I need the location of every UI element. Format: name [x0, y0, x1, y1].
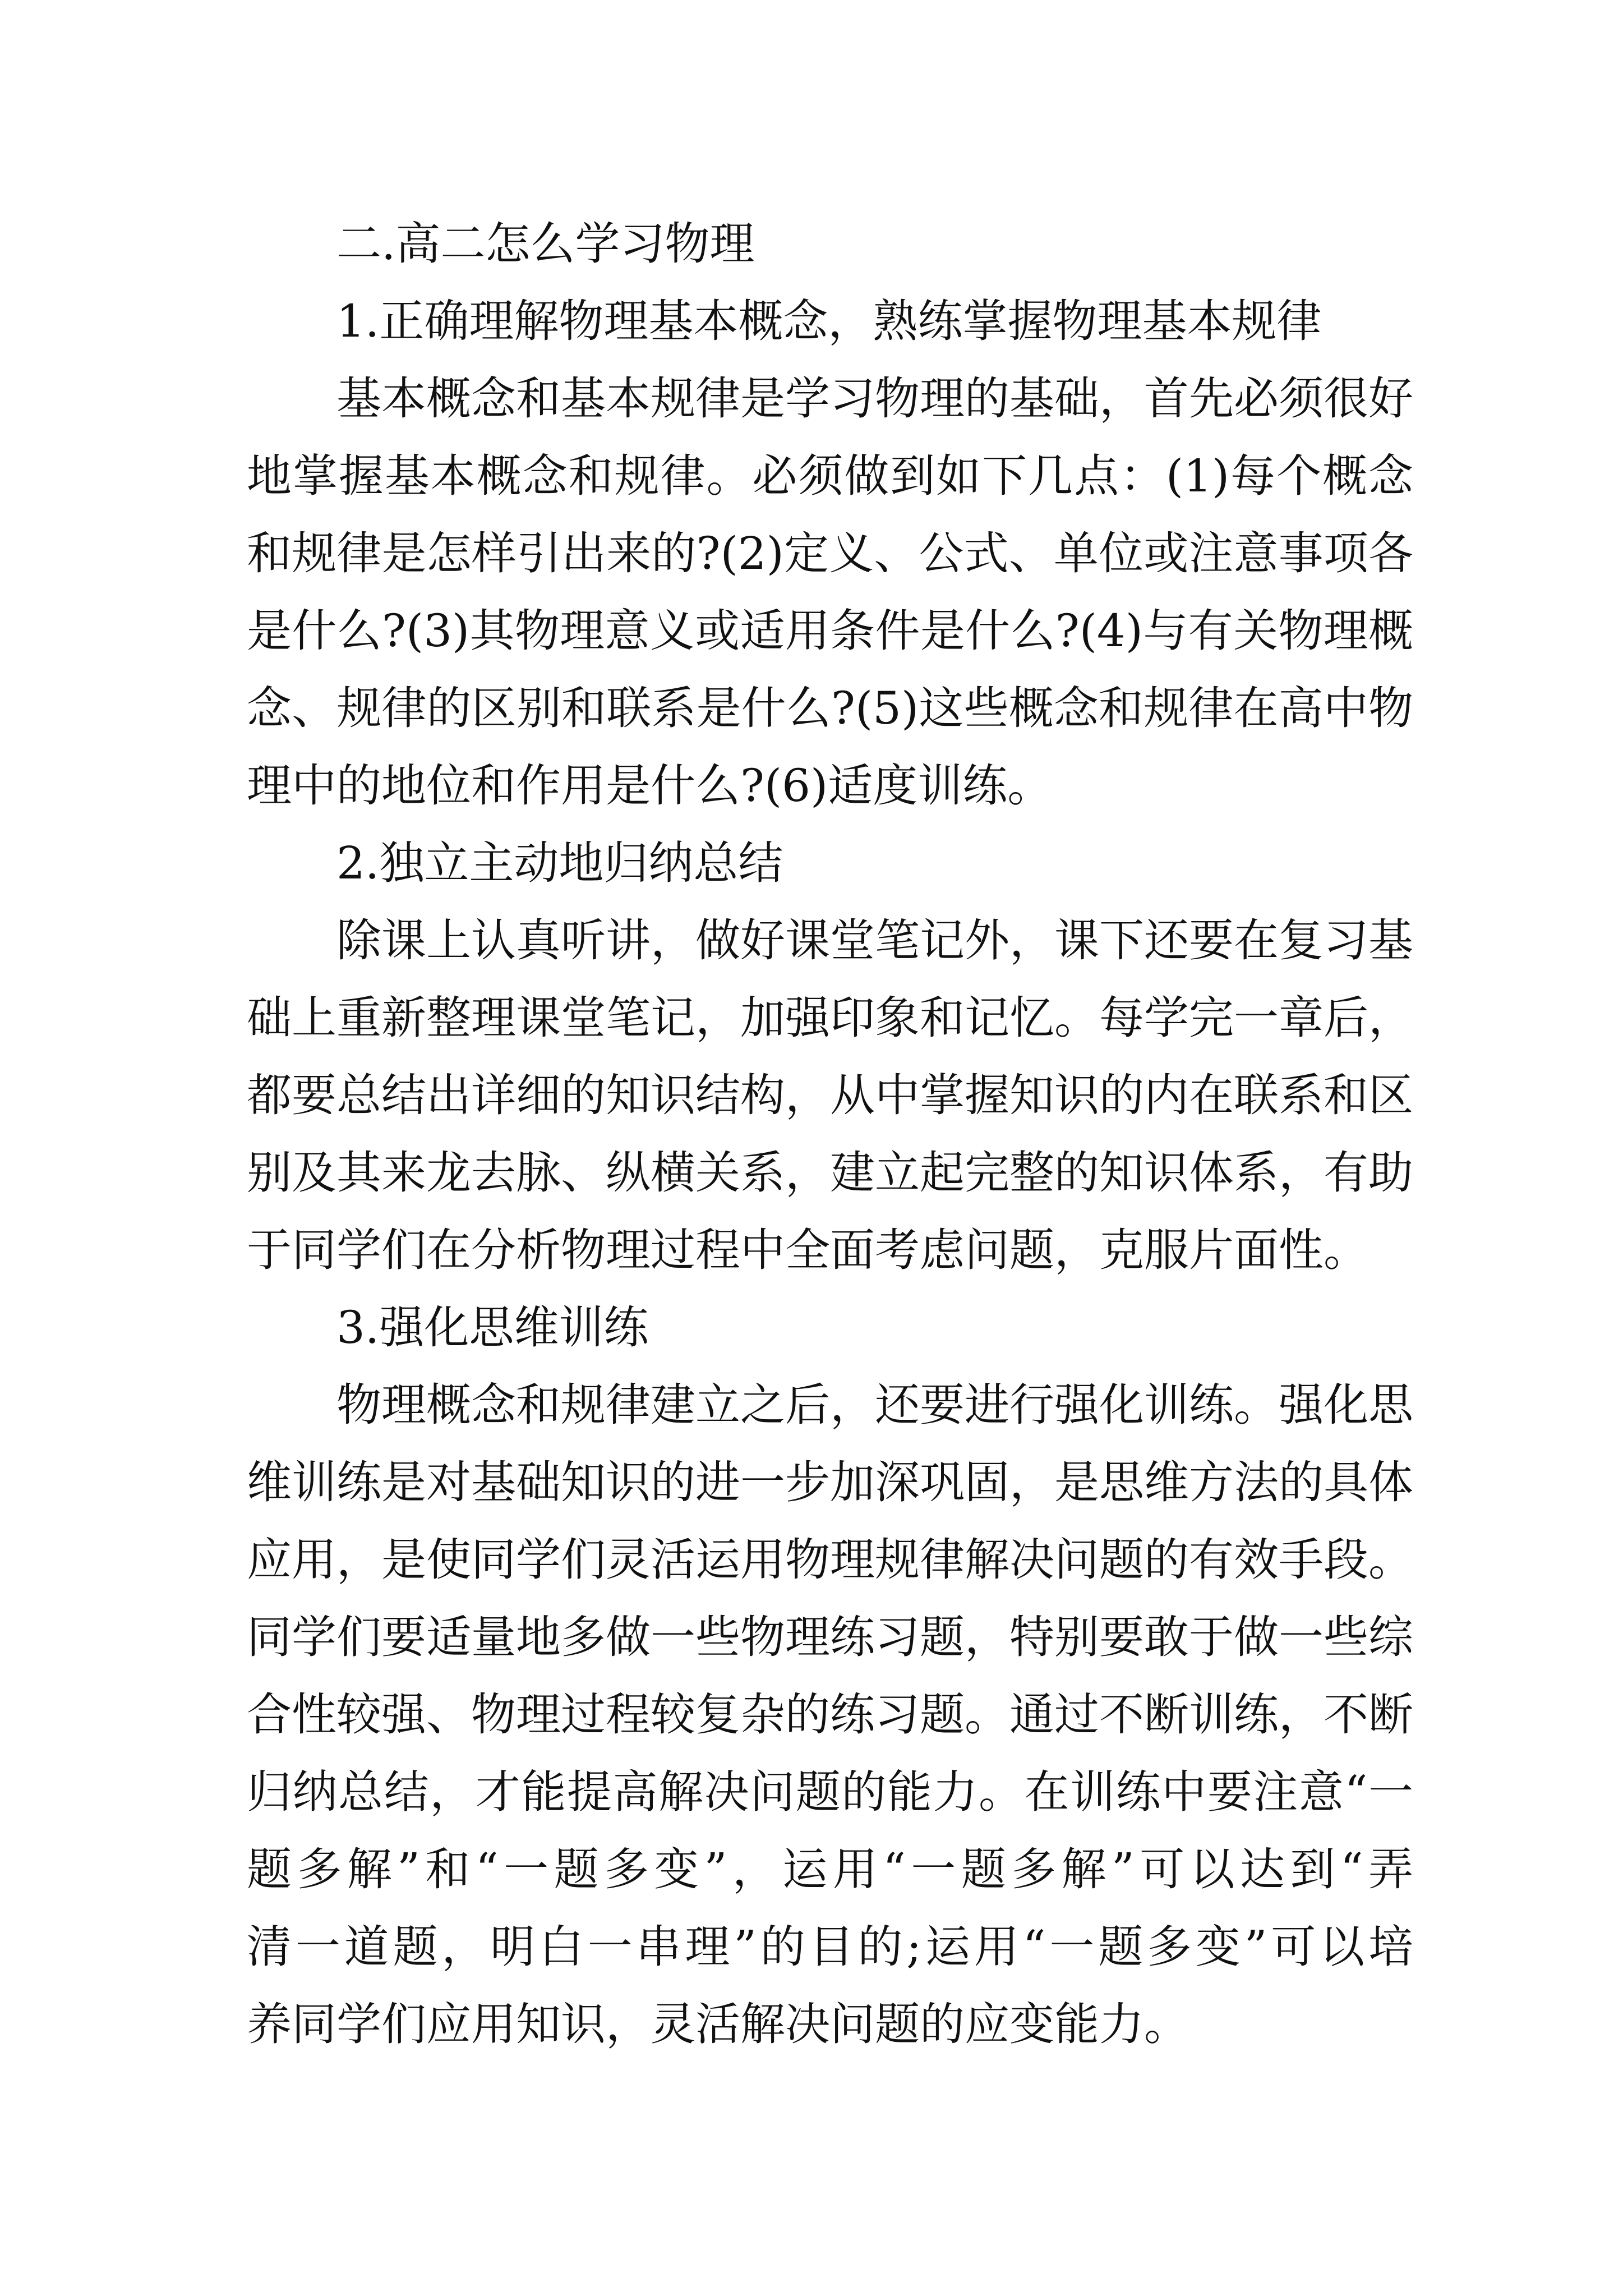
paragraph-1-line-5: 念、规律的区别和联系是什么?(5)这些概念和规律在高中物: [247, 682, 1413, 734]
paragraph-3-line-3: 应用，是使同学们灵活运用物理规律解决问题的有效手段。: [247, 1534, 1413, 1586]
paragraph-3-line-8: 清一道题，明白一串理”的目的;运用“一题多变”可以培: [247, 1921, 1413, 1973]
paragraph-3-line-1: 物理概念和规律建立之后，还要进行强化训练。强化思: [336, 1379, 1413, 1431]
paragraph-1-line-4: 是什么?(3)其物理意义或适用条件是什么?(4)与有关物理概: [247, 605, 1413, 657]
paragraph-2-line-4: 别及其来龙去脉、纵横关系，建立起完整的知识体系，有助: [247, 1147, 1413, 1199]
paragraph-2-line-3: 都要总结出详细的知识结构，从中掌握知识的内在联系和区: [247, 1069, 1413, 1121]
paragraph-1-line-1: 基本概念和基本规律是学习物理的基础，首先必须很好: [336, 372, 1413, 425]
paragraph-3-line-4: 同学们要适量地多做一些物理练习题，特别要敢于做一些综: [247, 1611, 1413, 1663]
paragraph-1-line-3: 和规律是怎样引出来的?(2)定义、公式、单位或注意事项各: [247, 527, 1413, 579]
subsection-heading-3: 3.强化思维训练: [336, 1301, 649, 1354]
paragraph-2-line-2: 础上重新整理课堂笔记，加强印象和记忆。每学完一章后，: [247, 992, 1413, 1044]
section-heading: 二.高二怎么学习物理: [336, 218, 755, 270]
paragraph-3-line-7: 题多解”和“一题多变”，运用“一题多解”可以达到“弄: [247, 1843, 1413, 1895]
paragraph-3-line-9: 养同学们应用知识，灵活解决问题的应变能力。: [247, 1998, 1189, 2050]
subsection-heading-2: 2.独立主动地归纳总结: [336, 837, 783, 889]
paragraph-3-line-6: 归纳总结，才能提高解决问题的能力。在训练中要注意“一: [247, 1766, 1413, 1818]
paragraph-3-line-5: 合性较强、物理过程较复杂的练习题。通过不断训练，不断: [247, 1688, 1413, 1741]
subsection-heading-1: 1.正确理解物理基本概念，熟练掌握物理基本规律: [336, 295, 1322, 347]
paragraph-1-line-2: 地掌握基本概念和规律。必须做到如下几点：(1)每个概念: [247, 450, 1413, 502]
paragraph-1-line-6: 理中的地位和作用是什么?(6)适度训练。: [247, 760, 1053, 812]
paragraph-2-line-5: 于同学们在分析物理过程中全面考虑问题，克服片面性。: [247, 1224, 1368, 1276]
paragraph-3-line-2: 维训练是对基础知识的进一步加深巩固，是思维方法的具体: [247, 1456, 1413, 1508]
paragraph-2-line-1: 除课上认真听讲，做好课堂笔记外，课下还要在复习基: [336, 914, 1413, 967]
